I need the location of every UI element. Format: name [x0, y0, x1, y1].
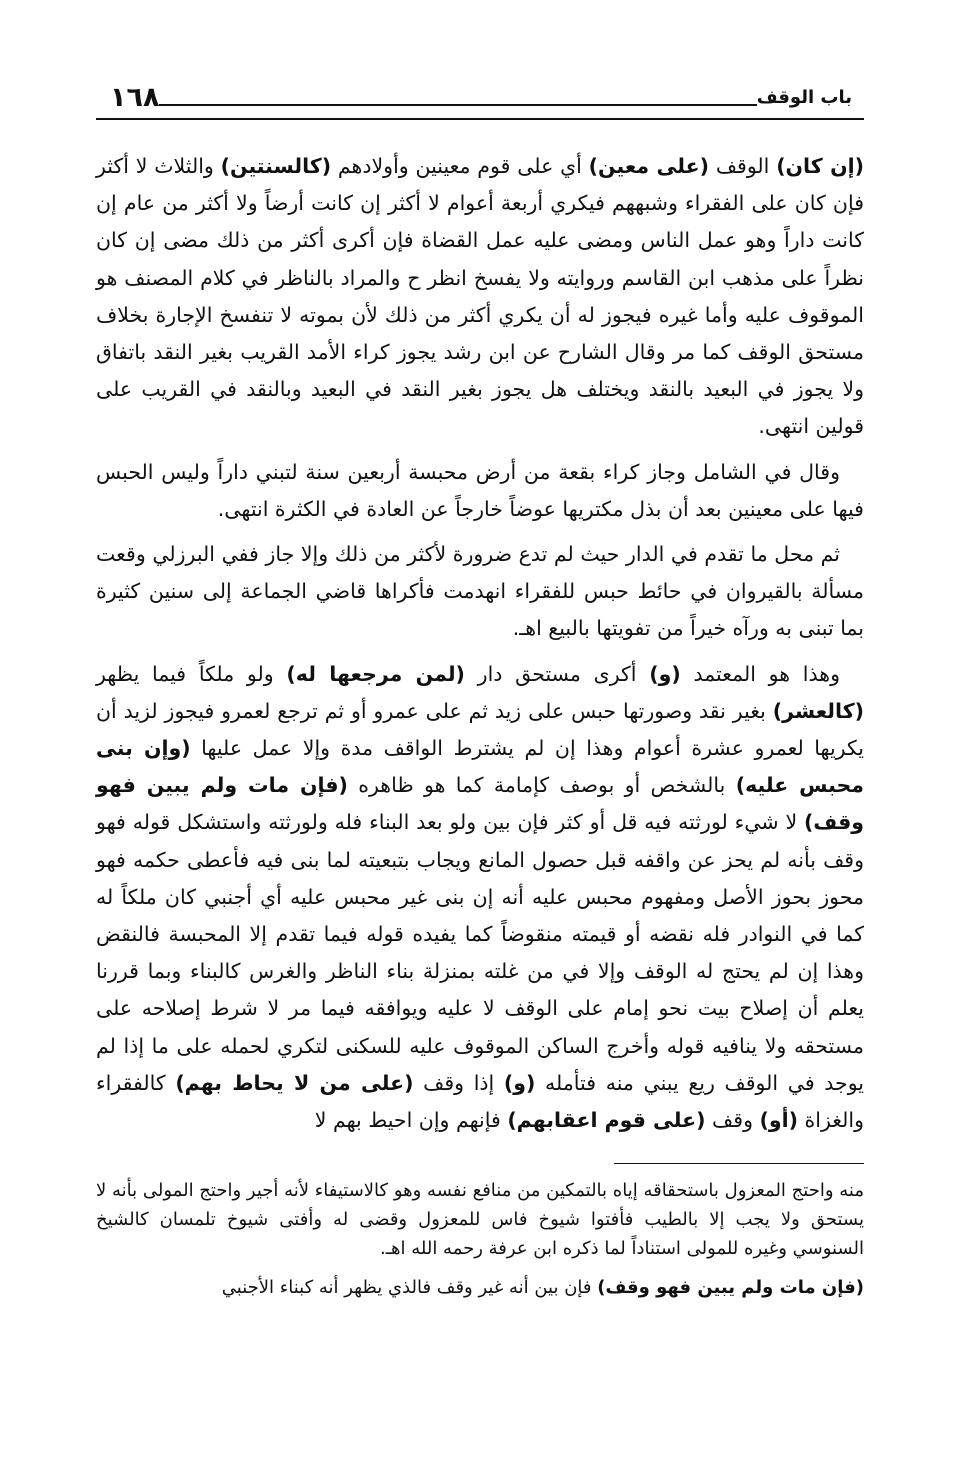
- text-segment: وقال في الشامل وجاز كراء بقعة من أرض محبسة أربعين سنة لتبني داراً وليس الحبس فيها على معينين بعد أن بذل مكتريها عوضاً خارجاً عن العادة في الكثرة انتهى.: [96, 459, 864, 521]
- text-segment: وقف: [705, 1108, 760, 1133]
- text-segment: فإنهم وإن احيط بهم لا: [314, 1108, 508, 1133]
- text-segment: ولو ملكاً فيما يظهر: [96, 661, 287, 686]
- paragraph-3: [96, 536, 864, 648]
- bold-text-segment: (أو): [759, 1108, 798, 1133]
- text-segment: بغير نقد وصورتها حبس على زيد ثم على عمرو أو ثم ترجع لعمرو فيجوز لزيد أن يكريها لعمرو عشرة أعوام وهذا إن لم يشترط الواقف مدة وإلا عمل عليها: [96, 698, 864, 761]
- bold-text-segment: (إن كان): [776, 154, 864, 178]
- footnotes: [96, 1176, 864, 1302]
- paragraph-2: [96, 454, 864, 528]
- paragraph-4: [96, 656, 864, 1140]
- text-segment: فإن بين أنه غير وقف فالذي يظهر أنه كبناء الأجنبي: [221, 1277, 598, 1299]
- page-header: [96, 78, 864, 118]
- bold-text-segment: (فإن مات ولم يبين فهو وقف): [597, 1277, 864, 1299]
- bold-text-segment: (و): [503, 1070, 536, 1095]
- text-segment: الوقف: [709, 154, 777, 178]
- text-segment: بالشخص أو بوصف كإمامة كما هو ظاهره: [347, 773, 736, 798]
- text-segment: أكرى مستحق دار: [464, 661, 650, 686]
- text-segment: لا شيء لورثته فيه قل أو كثر فإن بين ولو بعد البناء فله ولورثته واستشكل قوله فهو وقف بأنه لم يحز عن واقفه قبل حصول المانع ويجاب بتبعيته لما بنى فيه فأعطى حكمه فهو محوز بحوز الأصل ومفهوم محبس عليه أنه إن بنى غير محبس عليه أي أجنبي كان ملكاً له كما في النوادر فله نقضه أو قيمته منقوضاً كما يفيده قوله فيما تقدم إلا المحبسة فالنقض وهذا إن لم يحتج له الوقف وإلا في من غلته بمنزلة بناء الناظر والغرس كالبناء وبما قررنا يعلم أن إصلاح بيت نحو إمام على الوقف لا عليه ويوافقه فيما مر لا شرط إصلاحه على مستحقه ولا ينافيه قوله وأخرج الساكن الموقوف عليه للسكنى لتكري لحمله على ما إذا لم يوجد في الوقف ريع يبني منه فتأمله: [96, 810, 865, 1095]
- bold-text-segment: (على معين): [588, 154, 710, 178]
- bold-text-segment: (على قوم اعقابهم): [507, 1108, 706, 1133]
- header-rule: [159, 104, 756, 106]
- bold-text-segment: (وإن بنى محبس عليه): [96, 736, 864, 798]
- bold-text-segment: (لمن مرجعها له): [286, 661, 465, 686]
- header-divider: [96, 118, 864, 120]
- bold-text-segment: (على من لا يحاط بهم): [175, 1070, 414, 1095]
- bold-text-segment: (فإن مات ولم يبين فهو وقف): [96, 773, 864, 835]
- page-number: ١٦٨: [110, 82, 160, 113]
- chapter-title: باب الوقف: [756, 87, 852, 108]
- text-segment: منه واحتج المعزول باستحقاقه إياه بالتمكين من منافع نفسه وهو كالاستيفاء لأنه أجير واحتج المولى بأنه لا يستحق ولا يجب إلا بالطيب فأفتوا شيوخ فاس للمعزول وقضى له وأفتى شيوخ تلمسان كالشيخ السنوسي وغيره للمولى استناداً لما ذكره ابن عرفة رحمه الله اهـ.: [96, 1180, 864, 1260]
- text-segment: إذا وقف: [413, 1070, 504, 1095]
- paragraph-1: [96, 148, 864, 446]
- main-text: [96, 148, 864, 1139]
- footnote-divider: [614, 1163, 864, 1164]
- text-segment: ثم محل ما تقدم في الدار حيث لم تدع ضرورة لأكثر من ذلك وإلا جاز ففي البرزلي وقعت مسألة بالقيروان في حائط حبس للفقراء انهدمت فأكراها قاضي الجماعة إلى سنين كثيرة بما تبنى به ورآه خيراً من تفويتها بالبيع اهـ.: [96, 542, 864, 641]
- text-segment: كالفقراء والغزاة: [96, 1070, 864, 1133]
- text-segment: أي على قوم معينين وأولادهم: [331, 154, 589, 178]
- bold-text-segment: (كالسنتين): [220, 154, 332, 178]
- text-segment: والثلاث لا أكثر فإن كان على الفقراء وشبههم فيكري أربعة أعوام لا أكثر إن كانت أرضاً ولا أكثر من عام إن كانت داراً وهو عمل الناس ومضى عليه عمل القضاة فإن أكرى أكثر من ذلك مضى إن كان نظراً على مذهب ابن القاسم وروايته ولا يفسخ انظر ح والمراد بالناظر في كلام المصنف هو الموقوف عليه وأما غيره فيجوز له أن يكري أكثر من ذلك لأن بموته لا تنفسخ الإجارة بخلاف مستحق الوقف كما مر وقال الشارح عن ابن رشد يجوز كراء الأمد القريب بغير النقد باتفاق ولا يجوز في البعيد بالنقد ويختلف هل يجوز بغير النقد في البعيد وبالنقد في القريب على قولين انتهى.: [96, 154, 864, 439]
- footnote-1: [96, 1176, 864, 1263]
- bold-text-segment: (كالعشر): [772, 698, 864, 723]
- book-page: [96, 78, 864, 1302]
- footnote-2: [96, 1273, 864, 1302]
- bold-text-segment: (و): [649, 661, 681, 686]
- text-segment: وهذا هو المعتمد: [680, 661, 840, 686]
